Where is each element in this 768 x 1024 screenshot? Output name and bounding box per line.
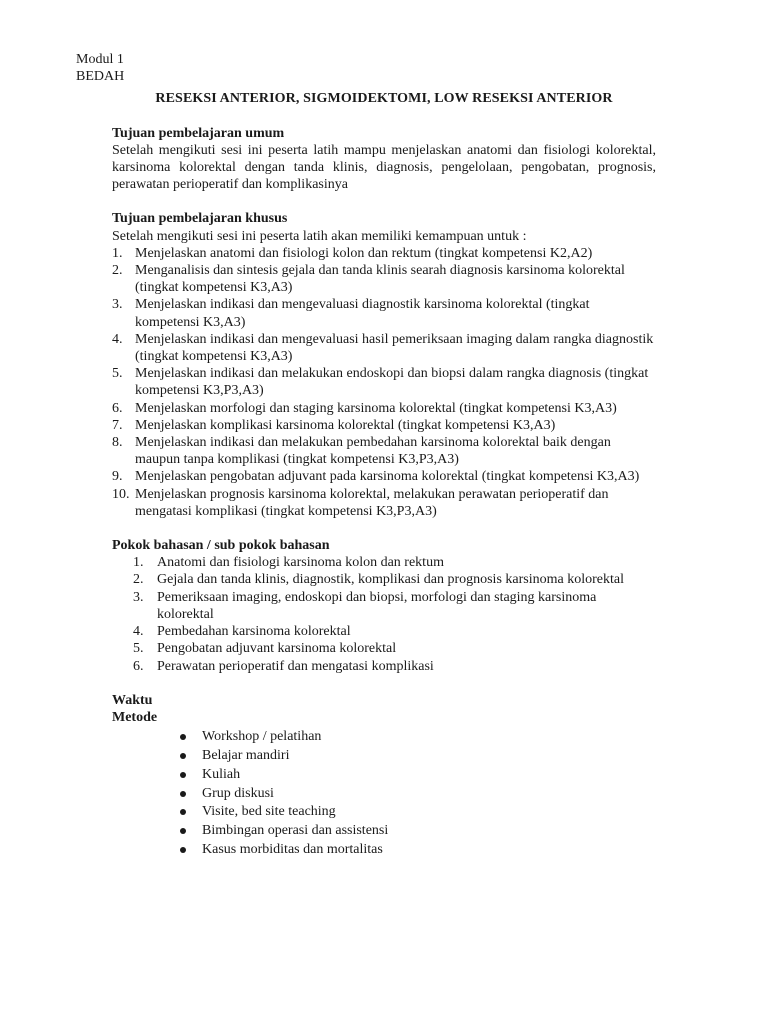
list-item [112,417,656,434]
list-item [112,245,656,262]
list-number: 3. [133,589,144,605]
list-item [112,400,656,417]
list-item [133,623,656,640]
list-item [133,571,656,588]
list-number: 4. [133,624,144,640]
list-item [112,434,656,468]
list-item [180,766,656,785]
list-item-text: Menganalisis dan sintesis gejala dan tanda klinis searah diagnosis karsinoma kolorektal (tingkat kompetensi K3,A3) [135,263,625,296]
specific-objective-section [112,210,656,520]
list-item [133,554,656,571]
list-item [180,728,656,747]
list-number: 5. [133,641,144,657]
list-item [112,468,656,485]
list-item-text: Anatomi dan fisiologi karsinoma kolon dan rektum [157,555,444,571]
list-item-text: Menjelaskan pengobatan adjuvant pada karsinoma kolorektal (tingkat kompetensi K3,A3) [135,469,640,485]
list-item [180,747,656,766]
general-objective-section [112,125,656,194]
list-item-text: Pengobatan adjuvant karsinoma kolorektal [157,641,397,657]
document-title: RESEKSI ANTERIOR, SIGMOIDEKTOMI, LOW RESEKSI ANTERIOR [155,91,613,107]
method-list [112,728,656,860]
list-item-text: Bimbingan operasi dan assistensi [202,823,389,839]
list-item-text: Menjelaskan komplikasi karsinoma kolorektal (tingkat kompetensi K3,A3) [135,417,556,433]
list-number: 1. [112,245,123,261]
list-item-text: Belajar mandiri [202,747,290,763]
time-method-section [112,692,656,860]
bullet-icon [180,847,186,853]
list-number: 9. [112,469,123,485]
list-item-text: Workshop / pelatihan [202,729,322,745]
bullet-icon [180,753,186,759]
department-label: BEDAH [76,69,125,85]
bullet-icon [180,772,186,778]
general-objective-text: Setelah mengikuti sesi ini peserta latih mampu menjelaskan anatomi dan fisiologi kolorektal, karsinoma kolorektal dengan tanda klinis, diagnosis, pengelolaan, pengobatan, prognosis, perawatan perioperatif dan komplikasinya [112,142,656,193]
list-item-text: Visite, bed site teaching [202,804,336,820]
list-item-text: Pembedahan karsinoma kolorektal [157,624,351,640]
list-number: 1. [133,555,144,571]
specific-objective-heading: Tujuan pembelajaran khusus [112,211,288,227]
general-objective-heading: Tujuan pembelajaran umum [112,125,285,141]
list-item [133,589,656,623]
list-item-text: Menjelaskan indikasi dan melakukan endoskopi dan biopsi dalam rangka diagnosis (tingkat kompetensi K3,P3,A3) [135,366,649,399]
document-page [76,51,656,860]
bullet-icon [180,791,186,797]
list-number: 7. [112,417,123,433]
list-item-text: Menjelaskan prognosis karsinoma kolorektal, melakukan perawatan perioperatif dan mengatasi komplikasi (tingkat kompetensi K3,P3,A3) [135,486,609,519]
list-item-text: Menjelaskan indikasi dan mengevaluasi diagnostik karsinoma kolorektal (tingkat kompetensi K3,A3) [135,297,590,330]
list-item [112,262,656,296]
list-number: 5. [112,366,123,382]
list-item [112,296,656,330]
module-label: Modul 1 [76,52,124,67]
list-number: 3. [112,297,123,313]
list-item [112,486,656,520]
list-item-text: Pemeriksaan imaging, endoskopi dan biopsi, morfologi dan staging karsinoma kolorektal [157,589,597,622]
bullet-icon [180,828,186,834]
list-item-text: Kasus morbiditas dan mortalitas [202,841,383,857]
list-item [180,803,656,822]
topics-heading: Pokok bahasan / sub pokok bahasan [112,538,330,554]
list-item [180,785,656,804]
method-heading: Metode [112,709,158,725]
list-item [180,841,656,860]
list-number: 6. [133,658,144,674]
list-item-text: Gejala dan tanda klinis, diagnostik, komplikasi dan prognosis karsinoma kolorektal [157,572,624,588]
list-number: 6. [112,400,123,416]
list-item [112,331,656,365]
list-item-text: Perawatan perioperatif dan mengatasi komplikasi [157,658,434,674]
list-number: 10. [112,486,130,502]
specific-objective-intro: Setelah mengikuti sesi ini peserta latih akan memiliki kemampuan untuk : [112,228,527,244]
list-item [112,365,656,399]
list-item-text: Menjelaskan indikasi dan melakukan pembedahan karsinoma kolorektal baik dengan maupun tanpa komplikasi (tingkat kompetensi K3,P3,A3) [135,435,611,468]
bullet-icon [180,734,186,740]
list-number: 2. [133,572,144,588]
specific-objective-list [112,245,656,520]
list-number: 4. [112,331,123,347]
topics-list [112,554,656,674]
list-item-text: Menjelaskan anatomi dan fisiologi kolon dan rektum (tingkat kompetensi K2,A2) [135,245,593,261]
list-item-text: Menjelaskan indikasi dan mengevaluasi hasil pemeriksaan imaging dalam rangka diagnostik (tingkat kompetensi K3,A3) [135,331,654,365]
list-item [133,658,656,675]
bullet-icon [180,809,186,815]
list-number: 8. [112,435,123,451]
topics-section [112,537,656,675]
list-number: 2. [112,263,123,279]
time-heading: Waktu [112,692,153,708]
list-item-text: Kuliah [202,766,241,782]
list-item-text: Menjelaskan morfologi dan staging karsinoma kolorektal (tingkat kompetensi K3,A3) [135,400,617,416]
list-item-text: Grup diskusi [202,785,274,801]
list-item [180,822,656,841]
list-item [133,640,656,657]
